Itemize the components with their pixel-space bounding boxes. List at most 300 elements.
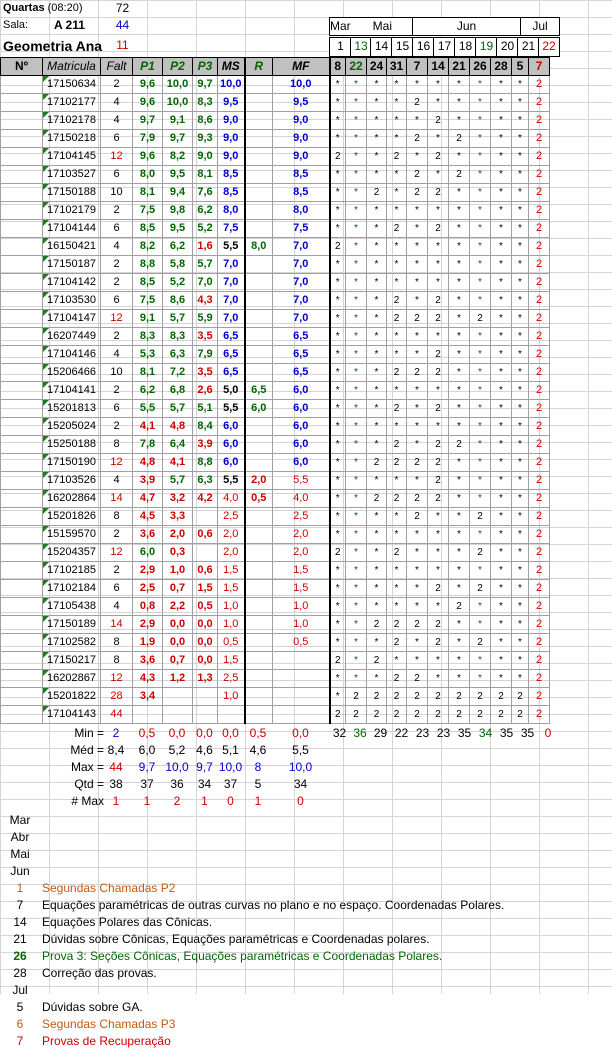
attendance-mark: *: [449, 292, 470, 310]
attendance-mark: 2: [529, 148, 550, 166]
attendance-mark: *: [330, 688, 346, 706]
attendance-mark: *: [346, 652, 367, 670]
attendance-mark: *: [407, 274, 428, 292]
attendance-mark: *: [512, 616, 529, 634]
row-number: [1, 256, 43, 274]
attendance-mark: *: [449, 256, 470, 274]
row-number: [1, 472, 43, 490]
attendance-mark: 2: [491, 706, 512, 724]
attendance-mark: *: [346, 220, 367, 238]
schedule-label: Quartas (08:20): [3, 2, 83, 14]
calendar-event: Equações Polares das Cônicas.: [42, 915, 213, 929]
attendance-mark: 2: [529, 562, 550, 580]
stat-value-r: 1: [254, 794, 262, 808]
attendance-mark: *: [428, 652, 449, 670]
col-no: Nº: [1, 58, 43, 76]
grade-p1: 7,8: [133, 436, 163, 454]
attendance-mark: *: [470, 346, 491, 364]
grade-ms: 10,0: [218, 76, 245, 94]
attendance-mark: *: [330, 418, 346, 436]
attendance-mark: *: [387, 598, 407, 616]
attendance-mark: 2: [529, 688, 550, 706]
attendance-mark: *: [491, 418, 512, 436]
attendance-mark: *: [428, 508, 449, 526]
grade-p3: 0,0: [193, 634, 218, 652]
attendance-mark: *: [367, 274, 387, 292]
grade-p3: 5,1: [193, 400, 218, 418]
attendance-mark: *: [330, 598, 346, 616]
attendance-mark: 2: [529, 526, 550, 544]
attendance-total: 35: [457, 726, 472, 740]
grade-ms: 5,5: [218, 472, 245, 490]
col-r: R: [245, 58, 273, 76]
col-date: 21: [449, 58, 470, 76]
attendance-mark: *: [407, 436, 428, 454]
attendance-mark: 2: [529, 616, 550, 634]
attendance-mark: *: [346, 94, 367, 112]
attendance-mark: *: [491, 310, 512, 328]
table-row: [1, 598, 550, 616]
attendance-mark: *: [367, 310, 387, 328]
attendance-mark: *: [449, 616, 470, 634]
grade-r: [245, 526, 273, 544]
attendance-mark: *: [512, 382, 529, 400]
absences: 10: [101, 364, 133, 382]
room-name: A 211: [54, 18, 85, 32]
stat-value-p3: 0,0: [196, 726, 213, 740]
attendance-mark: *: [449, 490, 470, 508]
grade-p2: 10,0: [163, 76, 193, 94]
grade-p1: 9,6: [133, 76, 163, 94]
attendance-mark: *: [387, 112, 407, 130]
attendance-mark: 2: [330, 238, 346, 256]
table-row: [1, 328, 550, 346]
attendance-mark: *: [346, 490, 367, 508]
attendance-mark: *: [470, 454, 491, 472]
grade-p1: 8,0: [133, 166, 163, 184]
table-row: [1, 76, 550, 94]
absences: 2: [101, 76, 133, 94]
day-number: 21: [517, 37, 540, 57]
grade-p3: 3,9: [193, 436, 218, 454]
stat-value-p3: 1: [201, 794, 208, 808]
attendance-mark: *: [407, 256, 428, 274]
attendance-mark: *: [346, 202, 367, 220]
grade-mf: 2,5: [273, 508, 330, 526]
day-number: 20: [496, 37, 519, 57]
attendance-mark: *: [367, 418, 387, 436]
attendance-mark: *: [512, 670, 529, 688]
attendance-mark: *: [407, 346, 428, 364]
grade-p1: 3,6: [133, 652, 163, 670]
calendar-day: 28: [13, 966, 27, 980]
grade-mf: 6,0: [273, 382, 330, 400]
attendance-mark: *: [367, 220, 387, 238]
attendance-mark: *: [449, 364, 470, 382]
attendance-mark: 2: [529, 436, 550, 454]
grade-mf: 7,0: [273, 256, 330, 274]
calendar-day: 21: [13, 932, 27, 946]
attendance-mark: 2: [387, 310, 407, 328]
student-id: 17102179: [43, 202, 101, 220]
attendance-mark: 2: [529, 598, 550, 616]
row-number: [1, 454, 43, 472]
attendance-total: 22: [394, 726, 409, 740]
attendance-mark: 2: [387, 490, 407, 508]
attendance-mark: *: [346, 256, 367, 274]
grade-p3: 0,6: [193, 562, 218, 580]
student-id: 17104141: [43, 382, 101, 400]
row-number: [1, 220, 43, 238]
attendance-mark: 2: [387, 688, 407, 706]
stat-value-mf: 34: [293, 777, 308, 791]
attendance-mark: *: [449, 382, 470, 400]
table-row: [1, 292, 550, 310]
attendance-total: 35: [520, 726, 535, 740]
attendance-mark: *: [387, 274, 407, 292]
row-number: [1, 346, 43, 364]
grade-mf: 6,0: [273, 418, 330, 436]
absences: 44: [101, 706, 133, 724]
grade-mf: 4,0: [273, 490, 330, 508]
attendance-mark: *: [367, 400, 387, 418]
attendance-mark: *: [346, 166, 367, 184]
grade-p2: 4,1: [163, 454, 193, 472]
attendance-mark: *: [346, 562, 367, 580]
calendar-day: Jul: [12, 983, 28, 997]
attendance-total: 0: [544, 726, 552, 740]
grade-r: [245, 328, 273, 346]
grade-r: [245, 418, 273, 436]
attendance-mark: 2: [387, 544, 407, 562]
table-row: [1, 256, 550, 274]
attendance-mark: *: [428, 670, 449, 688]
student-id: 17150189: [43, 616, 101, 634]
attendance-mark: 2: [428, 184, 449, 202]
grade-mf: 7,5: [273, 220, 330, 238]
student-id: 17150634: [43, 76, 101, 94]
grade-p3: 8,3: [193, 94, 218, 112]
stat-value-p1: 9,7: [138, 760, 156, 774]
attendance-total: 34: [478, 726, 493, 740]
table-row: [1, 148, 550, 166]
table-row: [1, 490, 550, 508]
calendar-day: 5: [16, 1000, 24, 1014]
attendance-mark: *: [367, 544, 387, 562]
attendance-mark: *: [470, 472, 491, 490]
attendance-mark: 2: [529, 508, 550, 526]
attendance-mark: 2: [529, 238, 550, 256]
attendance-mark: *: [512, 166, 529, 184]
attendance-mark: *: [449, 202, 470, 220]
calendar-day: 7: [16, 1034, 24, 1048]
attendance-mark: *: [470, 94, 491, 112]
grade-p1: 9,6: [133, 148, 163, 166]
grade-ms: 2,5: [218, 508, 245, 526]
attendance-mark: *: [491, 490, 512, 508]
absences: 8: [101, 634, 133, 652]
calendar-day: Mai: [10, 847, 30, 861]
grade-ms: 5,5: [218, 400, 245, 418]
calendar-event: Correção das provas.: [42, 966, 157, 980]
row-number: [1, 166, 43, 184]
attendance-mark: *: [512, 202, 529, 220]
attendance-mark: *: [407, 382, 428, 400]
attendance-mark: 2: [387, 634, 407, 652]
grade-p1: 2,5: [133, 580, 163, 598]
attendance-mark: 2: [407, 166, 428, 184]
attendance-mark: *: [330, 328, 346, 346]
attendance-mark: *: [407, 418, 428, 436]
student-id: 17104145: [43, 148, 101, 166]
attendance-mark: *: [407, 562, 428, 580]
grade-ms: 1,5: [218, 580, 245, 598]
attendance-mark: *: [491, 364, 512, 382]
attendance-mark: *: [512, 256, 529, 274]
grade-p3: 6,2: [193, 202, 218, 220]
attendance-mark: *: [330, 490, 346, 508]
attendance-mark: 2: [449, 706, 470, 724]
attendance-mark: *: [491, 184, 512, 202]
absences: 2: [101, 328, 133, 346]
absences: 6: [101, 220, 133, 238]
attendance-mark: 2: [529, 580, 550, 598]
attendance-mark: *: [449, 310, 470, 328]
attendance-mark: 2: [367, 454, 387, 472]
attendance-mark: *: [367, 256, 387, 274]
attendance-mark: *: [387, 328, 407, 346]
attendance-mark: 2: [529, 652, 550, 670]
attendance-mark: *: [407, 634, 428, 652]
grade-p2: 0,7: [163, 652, 193, 670]
attendance-mark: 2: [346, 688, 367, 706]
col-mf: MF: [273, 58, 330, 76]
grade-p3: 9,3: [193, 130, 218, 148]
grade-p1: 7,5: [133, 292, 163, 310]
grade-r: [245, 346, 273, 364]
grade-p2: 5,2: [163, 274, 193, 292]
attendance-mark: 2: [407, 688, 428, 706]
day-number: 18: [454, 37, 477, 57]
attendance-mark: 2: [367, 652, 387, 670]
attendance-mark: 2: [428, 472, 449, 490]
attendance-mark: *: [330, 94, 346, 112]
attendance-mark: *: [330, 400, 346, 418]
grade-p2: 3,2: [163, 490, 193, 508]
grade-p2: 2,0: [163, 526, 193, 544]
day-number: 15: [391, 37, 414, 57]
grade-ms: 7,0: [218, 256, 245, 274]
student-id: 17103530: [43, 292, 101, 310]
attendance-mark: *: [491, 562, 512, 580]
absences: 12: [101, 148, 133, 166]
row-number: [1, 490, 43, 508]
attendance-mark: *: [407, 598, 428, 616]
stat-value-ms: 0: [227, 794, 234, 808]
grade-p3: 5,9: [193, 310, 218, 328]
table-row: [1, 544, 550, 562]
attendance-mark: *: [491, 220, 512, 238]
attendance-mark: *: [346, 184, 367, 202]
attendance-mark: 2: [346, 706, 367, 724]
attendance-mark: 2: [529, 472, 550, 490]
student-id: 17104147: [43, 310, 101, 328]
attendance-mark: *: [449, 670, 470, 688]
grade-p1: 7,5: [133, 202, 163, 220]
attendance-mark: *: [367, 382, 387, 400]
stat-label: Qtd =: [74, 777, 104, 791]
grade-r: [245, 616, 273, 634]
row-number: [1, 310, 43, 328]
attendance-mark: *: [367, 580, 387, 598]
grade-p3: 0,0: [193, 616, 218, 634]
col-falt: Falt: [101, 58, 133, 76]
attendance-mark: *: [470, 670, 491, 688]
student-id: 17102178: [43, 112, 101, 130]
attendance-mark: *: [491, 598, 512, 616]
attendance-mark: 2: [407, 490, 428, 508]
attendance-mark: *: [428, 94, 449, 112]
grade-p1: 1,9: [133, 634, 163, 652]
attendance-mark: 2: [428, 580, 449, 598]
row-number: [1, 184, 43, 202]
grade-mf: 6,0: [273, 436, 330, 454]
attendance-mark: *: [470, 526, 491, 544]
attendance-mark: *: [512, 598, 529, 616]
table-row: [1, 688, 550, 706]
stat-value-ms: 5,1: [222, 743, 239, 757]
student-id: 15206466: [43, 364, 101, 382]
attendance-mark: *: [470, 220, 491, 238]
attendance-mark: *: [346, 544, 367, 562]
attendance-mark: *: [449, 400, 470, 418]
grade-r: [245, 436, 273, 454]
grade-p1: 7,9: [133, 130, 163, 148]
attendance-mark: *: [387, 562, 407, 580]
grade-p2: 9,1: [163, 112, 193, 130]
attendance-mark: *: [449, 328, 470, 346]
attendance-mark: *: [470, 418, 491, 436]
row-number: [1, 328, 43, 346]
attendance-mark: *: [428, 382, 449, 400]
attendance-mark: 2: [470, 508, 491, 526]
attendance-mark: *: [470, 148, 491, 166]
attendance-mark: *: [387, 526, 407, 544]
absences: 4: [101, 94, 133, 112]
attendance-mark: 2: [529, 346, 550, 364]
stat-value-mf: 5,5: [292, 743, 309, 757]
calendar-day: Abr: [10, 830, 30, 844]
grade-p3: 7,0: [193, 274, 218, 292]
grade-ms: 1,0: [218, 616, 245, 634]
attendance-mark: 2: [428, 454, 449, 472]
grade-p3: 1,6: [193, 238, 218, 256]
grade-p3: 6,3: [193, 472, 218, 490]
absences: 6: [101, 166, 133, 184]
attendance-mark: *: [330, 580, 346, 598]
stat-value-p2: 10,0: [165, 760, 189, 774]
grade-r: 0,5: [245, 490, 273, 508]
grade-r: [245, 292, 273, 310]
attendance-mark: 2: [407, 184, 428, 202]
calendar-event: Provas de Recuperação: [42, 1034, 171, 1048]
grade-ms: 7,0: [218, 310, 245, 328]
attendance-mark: 2: [330, 706, 346, 724]
absences: 8: [101, 436, 133, 454]
attendance-mark: *: [428, 256, 449, 274]
attendance-mark: 2: [407, 130, 428, 148]
grade-p3: 0,5: [193, 598, 218, 616]
grade-mf: 9,0: [273, 112, 330, 130]
grade-r: [245, 310, 273, 328]
attendance-mark: *: [512, 220, 529, 238]
grade-p2: 9,7: [163, 130, 193, 148]
stat-value-r: 4,6: [249, 743, 267, 757]
attendance-mark: *: [491, 436, 512, 454]
grade-r: [245, 454, 273, 472]
attendance-mark: *: [407, 220, 428, 238]
attendance-mark: *: [512, 274, 529, 292]
grade-p1: 4,1: [133, 418, 163, 436]
attendance-mark: *: [428, 76, 449, 94]
attendance-mark: 2: [387, 670, 407, 688]
row-number: [1, 94, 43, 112]
attendance-mark: *: [330, 220, 346, 238]
attendance-mark: *: [346, 526, 367, 544]
course-title: Geometria Ana: [3, 38, 103, 54]
attendance-mark: 2: [449, 688, 470, 706]
stat-value-p3: 4,6: [196, 743, 213, 757]
attendance-mark: *: [512, 508, 529, 526]
attendance-mark: 2: [387, 292, 407, 310]
grade-p1: 6,0: [133, 544, 163, 562]
attendance-mark: *: [449, 76, 470, 94]
calendar-day: 26: [13, 949, 27, 963]
attendance-mark: *: [449, 562, 470, 580]
grade-p2: 0,3: [163, 544, 193, 562]
col-date: 7: [407, 58, 428, 76]
attendance-mark: *: [387, 238, 407, 256]
attendance-mark: 2: [449, 166, 470, 184]
attendance-mark: *: [470, 292, 491, 310]
grade-mf: [273, 670, 330, 688]
attendance-mark: *: [491, 202, 512, 220]
student-id: 16202864: [43, 490, 101, 508]
grade-r: [245, 166, 273, 184]
row-number: [1, 634, 43, 652]
grade-r: [245, 94, 273, 112]
attendance-mark: 2: [470, 310, 491, 328]
row-number: [1, 670, 43, 688]
grade-ms: 1,0: [218, 688, 245, 706]
attendance-mark: *: [512, 346, 529, 364]
attendance-mark: *: [470, 238, 491, 256]
attendance-mark: 2: [529, 292, 550, 310]
grade-r: [245, 184, 273, 202]
table-row: [1, 652, 550, 670]
stat-label: Max =: [70, 760, 104, 774]
grade-p1: 4,5: [133, 508, 163, 526]
attendance-mark: *: [346, 508, 367, 526]
grade-r: 8,0: [245, 238, 273, 256]
row-number: [1, 688, 43, 706]
grade-ms: 9,5: [218, 94, 245, 112]
attendance-mark: 2: [428, 310, 449, 328]
table-row: [1, 112, 550, 130]
attendance-mark: *: [491, 508, 512, 526]
attendance-mark: *: [491, 238, 512, 256]
grade-r: [245, 202, 273, 220]
